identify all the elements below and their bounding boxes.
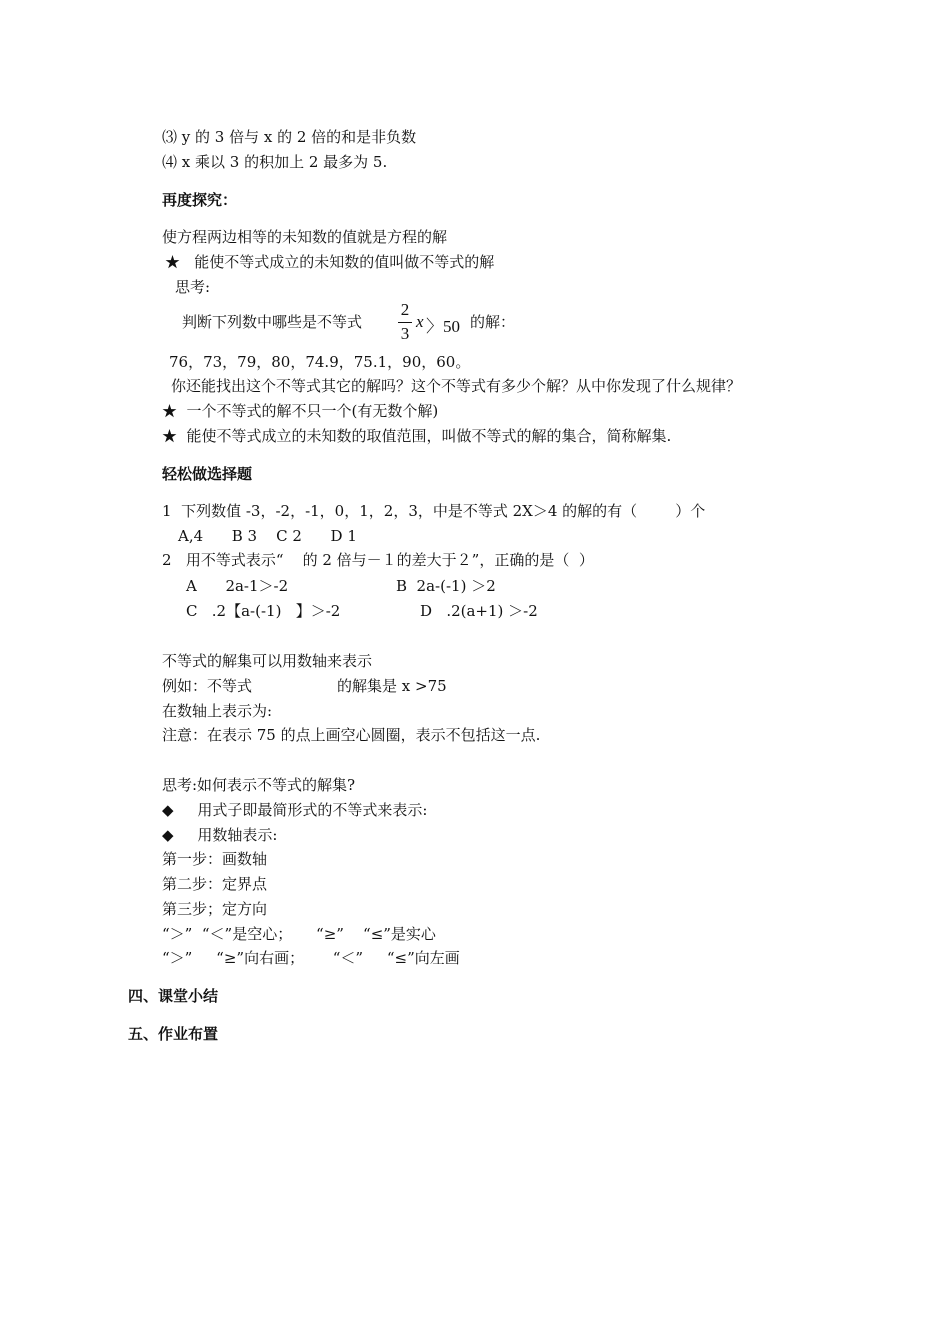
step-line: 第一步：画数轴 [162, 850, 268, 868]
section-heading: 五、作业布置 [128, 1025, 219, 1043]
fraction-bar [398, 322, 412, 323]
fraction-numerator: 2 [400, 300, 410, 319]
fraction-denominator: 3 [400, 324, 410, 343]
question-options: A,4 B 3 C 2 D 1 [178, 527, 357, 545]
text-line: 不等式的解集可以用数轴来表示 [162, 652, 373, 670]
star-bullet-line: ★ 一个不等式的解不只一个(有无数个解) [162, 402, 439, 420]
formula-relation: 〉50 [426, 317, 460, 336]
text-line: 思考: [175, 278, 211, 296]
section-heading: 四、课堂小结 [128, 987, 219, 1005]
text-line: 76，73，79，80，74.9，75.1，90，60。 [169, 353, 471, 371]
section-heading: 轻松做选择题 [162, 465, 253, 483]
diamond-bullet-line: ◆ 用式子即最简形式的不等式来表示: [162, 801, 428, 819]
text-line: 在数轴上表示为: [162, 702, 273, 720]
text-line: 思考:如何表示不等式的解集? [162, 776, 356, 794]
star-bullet-line: ★ 能使不等式成立的未知数的值叫做不等式的解 [165, 253, 495, 271]
section-heading: 再度探究： [162, 191, 238, 209]
step-line: 第二步：定界点 [162, 875, 268, 893]
text-line: 例如：不等式 [162, 677, 253, 695]
text-line: 的解集是 x >75 [337, 677, 447, 695]
text-line: ⑶ y 的 3 倍与 x 的 2 倍的和是非负数 [162, 128, 417, 146]
text-line: 使方程两边相等的未知数的值就是方程的解 [162, 228, 448, 246]
question-option: D .2(a+1) ＞-2 [420, 602, 538, 620]
text-line: “＞” “＜”是空心； “≥” “≤”是实心 [162, 925, 436, 943]
text-line: 的解： [470, 313, 516, 331]
text-line: ⑷ x 乘以 3 的积加上 2 最多为 5. [162, 153, 388, 171]
step-line: 第三步；定方向 [162, 900, 268, 918]
star-bullet-line: ★ 能使不等式成立的未知数的取值范围，叫做不等式的解的集合，简称解集. [162, 427, 672, 445]
question-option: A 2a-1＞-2 [186, 577, 289, 595]
question-line: 2 用不等式表示“ 的 2 倍与－１的差大于２”，正确的是（ ） [162, 551, 594, 569]
question-line: 1 下列数值 -3，-2，-1，0，1，2，3，中是不等式 2X＞4 的解的有（ ）个 [162, 502, 706, 520]
text-line: 判断下列数中哪些是不等式 [182, 313, 363, 331]
text-line: 你还能找出这个不等式其它的解吗？这个不等式有多少个解？从中你发现了什么规律？ [171, 377, 742, 395]
question-option: C .2【a-(-1) 】＞-2 [186, 602, 341, 620]
formula-variable: x [416, 312, 424, 331]
inequality-formula [398, 300, 468, 344]
question-option: B 2a-(-1) ＞2 [396, 577, 496, 595]
text-line: 注意：在表示 75 的点上画空心圆圈，表示不包括这一点. [162, 726, 541, 744]
diamond-bullet-line: ◆ 用数轴表示: [162, 826, 278, 844]
text-line: “＞” “≥”向右画； “＜” “≤”向左画 [162, 949, 460, 967]
